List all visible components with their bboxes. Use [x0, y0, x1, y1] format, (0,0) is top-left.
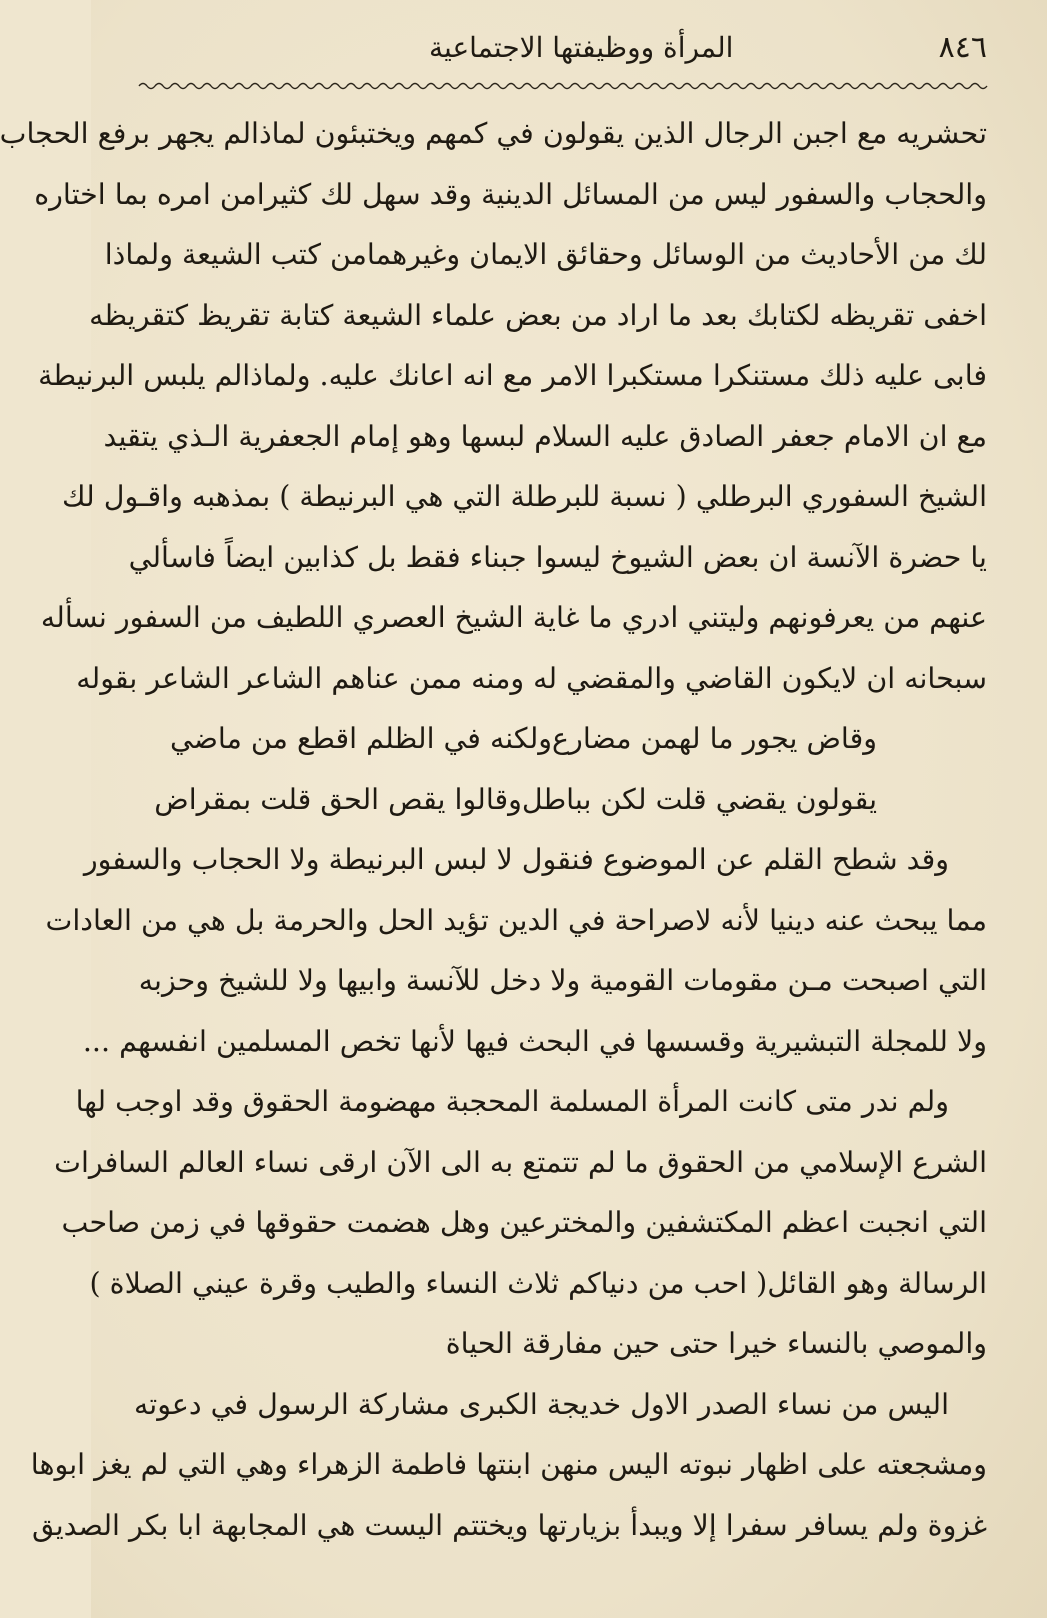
body-text	[0, 104, 987, 1556]
poem-verse	[139, 709, 987, 770]
text-line: سبحانه ان لايكون القاضي والمقضي له ومنه ممن عناهم الشاعر الشاعر بقوله	[76, 661, 987, 695]
text-line: مع ان الامام جعفر الصادق عليه السلام لبسها وهو إمام الجعفرية الـذي يتقيد	[103, 419, 987, 453]
text-line: الشيخ السفوري البرطلي ( نسبة للبرطلة التي هي البرنيطة ) بمذهبه واقـول لك	[61, 480, 987, 513]
verse-first-hemistich: وقاض يجور ما لهمن مضارع	[552, 722, 877, 755]
verse-second-hemistich: ولكنه في الظلم اقطع من ماضي	[169, 722, 553, 755]
text-line: التي انجبت اعظم المكتشفين والمخترعين وهل هضمت حقوقها في زمن صاحب	[61, 1206, 987, 1239]
text-line: ولا للمجلة التبشيرية وقسسها في البحث فيها لأنها تخص المسلمين انفسهم ...	[82, 1024, 987, 1058]
text-line: عنهم من يعرفونهم وليتني ادري ما غاية الشيخ العصري اللطيف من السفور نسأله	[40, 601, 987, 634]
text-line: والموصي بالنساء خيرا حتى حين مفارقة الحياة	[445, 1327, 987, 1360]
text-line: لك من الأحاديث من الوسائل وحقائق الايمان وغيرهمامن كتب الشيعة ولماذا	[104, 238, 987, 271]
text-line: تحشريه مع اجبن الرجال الذين يقولون في كمهم ويختبئون لماذالم يجهر برفع الحجاب	[0, 117, 987, 150]
text-line: الرسالة وهو القائل( احب من دنياكم ثلاث النساء والطيب وقرة عيني الصلاة )	[89, 1266, 987, 1300]
text-line: يا حضرة الآنسة ان بعض الشيوخ ليسوا جبناء فقط بل كذابين ايضاً فاسألي	[128, 540, 987, 574]
text-line: الشرع الإسلامي من الحقوق ما لم تتمتع به الى الآن ارقى نساء العالم السافرات	[54, 1145, 987, 1179]
text-line: اخفى تقريظه لكتابك بعد ما اراد من بعض علماء الشيعة كتابة تقريظ كتقريظه	[89, 298, 987, 332]
running-title: المرأة ووظيفتها الاجتماعية	[429, 30, 734, 64]
running-head	[139, 22, 987, 72]
text-line: ولم ندر متى كانت المرأة المسلمة المحجبة مهضومة الحقوق وقد اوجب لها	[75, 1085, 949, 1118]
text-line: فابى عليه ذلك مستنكرا مستكبرا الامر مع انه اعانك عليه. ولماذالم يلبس البرنيطة	[38, 359, 987, 392]
verse-second-hemistich: وقالوا يقص الحق قلت بمقراض	[154, 782, 522, 816]
header-wavy-rule	[139, 78, 987, 94]
text-line: والحجاب والسفور ليس من المسائل الدينية وقد سهل لك كثيرامن امره بما اختاره	[34, 177, 987, 211]
page-number: ٨٤٦	[938, 29, 987, 65]
text-line: غزوة ولم يسافر سفرا إلا ويبدأ بزيارتها ويختتم اليست هي المجابهة ابا بكر الصديق	[31, 1508, 987, 1542]
text-line: مما يبحث عنه دينيا لأنه لاصراحة في الدين تؤيد الحل والحرمة بل هي من العادات	[45, 903, 987, 937]
verse-first-hemistich: يقولون يقضي قلت لكن بباطل	[521, 782, 877, 816]
text-line: اليس من نساء الصدر الاول خديجة الكبرى مشاركة الرسول في دعوته	[133, 1387, 949, 1421]
text-line: وقد شطح القلم عن الموضوع فنقول لا لبس البرنيطة ولا الحجاب والسفور	[83, 843, 949, 876]
text-line: التي اصبحت مـن مقومات القومية ولا دخل للآنسة وابيها ولا للشيخ وحزبه	[138, 964, 987, 997]
poem-verse	[139, 770, 987, 831]
text-line: ومشجعته على اظهار نبوته اليس منهن ابنتها فاطمة الزهراء وهي التي لم يغز ابوها	[30, 1448, 987, 1481]
